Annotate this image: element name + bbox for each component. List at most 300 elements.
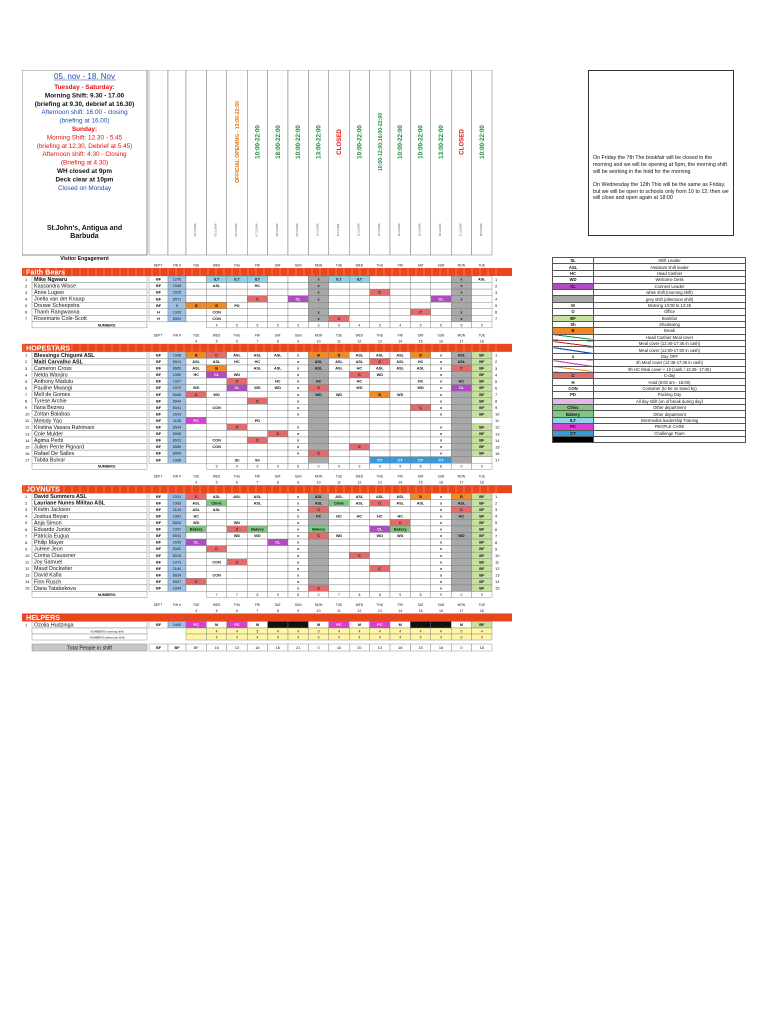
numbers-value: 8 [297,592,300,597]
shift-code: Clinic [211,501,222,506]
member-name: Cole Mulder [34,431,64,438]
shift-cell [451,444,471,451]
shift-cell [206,539,226,546]
member-name: Dana Tatabekova [34,585,76,592]
shift-code: B [378,392,382,397]
dept-value: BF [155,527,162,532]
fin-value: 80/24 [172,573,182,578]
numbers-value: 7 [215,592,218,597]
shift-code: WD [458,534,465,539]
helpers-numbers-value: 4 [440,635,442,640]
shift-cell [370,411,390,418]
shift-cell [308,424,328,431]
numbers-value: 7 [338,592,340,597]
day-number: 8 [276,339,279,344]
shift-code: WD [417,386,424,391]
shift-cell [370,378,390,385]
shift-cell [329,411,349,418]
shift-cell [370,546,390,553]
row-number-right: 9 [495,405,498,411]
shift-cell [206,417,226,424]
notes-box [588,70,734,236]
legend-code: ASL [553,264,594,270]
shift-cell [410,283,430,290]
shift-code: WD [376,534,383,539]
fin-value: 14/60 [172,623,182,628]
shift-code: x [439,540,443,545]
shift-code: ASL [355,353,364,358]
shift-cell [390,565,410,572]
day-number: 12 [357,608,362,613]
shift-code: x [460,284,463,289]
shift-code: x [439,353,443,358]
shift-code: x [439,560,443,565]
shift-code: CT [418,458,424,463]
legend-desc: Meal cover (12:45-17:45 in cash) [594,341,746,347]
day-name: WED [212,333,221,338]
shift-cell [410,372,430,379]
numbers-value: 8 [440,464,442,469]
shift-cell [268,578,288,585]
shift-cell [410,289,430,296]
shift-code: ASL [416,366,425,371]
shift-code: C [460,366,463,371]
shift-cell [206,526,226,533]
shift-cell [268,437,288,444]
shift-cell [370,417,390,424]
day-name: THU [233,333,241,338]
shift-cell [410,621,430,628]
row-number-right: 13 [495,572,500,578]
team-name: Faith Bears [26,267,66,277]
shift-cell [370,276,390,283]
shift-cell [268,565,288,572]
day-number: 6 [236,480,238,485]
numbers-value: 9 [215,464,218,469]
day-name: SUN [294,602,302,607]
shift-cell [451,572,471,579]
shift-cell [410,559,430,566]
shift-cell [349,283,369,290]
shift-code: C [276,432,280,437]
dept-value: BF [155,521,162,525]
legend-desc: 9h HC Meal cover + 1h (cash / 12:45- 17:45) [594,366,746,372]
legend-code: Sh [553,321,594,327]
shift-cell [329,519,349,526]
shift-code: x [297,501,300,506]
day-header-column [149,70,168,255]
day-name: MON [457,263,466,268]
helpers-numbers-value: 4 [215,629,218,634]
shift-code: x [439,527,443,532]
shift-cell [410,450,430,457]
legend-desc: PEOPLE CARE [594,424,746,430]
shift-code: C [317,507,320,512]
legend-code: Clinic [553,404,594,410]
dept-value: BF [155,494,162,499]
shift-cell [186,444,206,451]
shift-code: B [419,494,422,499]
shift-cell [451,372,471,379]
shift-code: ASL [396,353,405,358]
helpers-numbers-value: 4 [338,635,340,640]
member-name: Melody Yao [34,418,62,425]
shift-code: B [419,353,422,358]
helpers-numbers-value: 4 [480,635,483,640]
day-number: 13 [377,608,382,613]
shift-cell [410,552,430,559]
row-number: 12 [25,424,30,430]
shift-cell [206,289,226,296]
shift-cell [308,404,328,411]
shift-code: x [297,399,300,404]
shift-cell [288,315,308,322]
shift-code: PC [193,623,199,628]
shift-code: BF [479,412,485,417]
shift-code: ASL [314,501,323,506]
numbers-label: NUMBERS: [97,464,117,469]
day-name: THU [233,474,241,479]
shift-cell [206,457,226,464]
shift-code: x [439,360,443,364]
legend-code: B [553,328,594,334]
shift-code: C [378,360,382,364]
shift-code: x [439,399,443,404]
legend-desc: Day OFF [594,353,746,359]
shift-code: C [419,405,422,410]
shift-code: ASL [192,360,201,364]
day-date-label: 14.11.2024 [398,223,402,237]
shift-cell [451,417,471,424]
shift-cell [370,296,390,303]
shift-cell [410,302,430,309]
shift-cell [268,309,288,316]
shift-code: x [297,425,300,430]
shift-cell [308,398,328,405]
shift-code: Bakery [189,527,203,532]
row-number: 5 [25,378,28,384]
shift-code: WD [233,534,241,539]
numbers-value: 8 [419,592,422,597]
day-date-label: 11.11.2024 [337,223,340,237]
shift-cell [288,276,308,283]
legend-code: ILT [553,417,594,423]
shift-cell [329,437,349,444]
shift-cell [206,385,226,392]
shift-cell [186,378,206,385]
shift-code: x [297,392,300,397]
shift-cell [268,506,288,513]
legend-code [553,436,594,442]
shift-code: BF [479,360,485,364]
shift-cell [247,404,267,411]
shift-cell [268,417,288,424]
shift-code: ASL [233,353,241,358]
dept-head: DEPT [153,602,163,607]
shift-cell [227,315,247,322]
member-name: Mike Ngwaru [34,276,68,283]
shift-cell [329,546,349,553]
shift-cell [472,296,492,303]
shift-cell [268,457,288,464]
shift-code: ASL [335,360,343,364]
dept-value: H [157,310,160,315]
day-name: TUE [193,602,200,607]
member-name: Zoltan Balabas [34,411,70,418]
shift-code: BF [479,379,485,384]
fin-value: 10/58 [172,458,182,463]
shift-cell [227,585,247,592]
day-date-label: 18.11.2024 [479,223,483,237]
shift-cell [186,565,206,572]
shift-cell [247,450,267,457]
shift-code: x [439,579,443,584]
shift-code: ILT [356,277,363,282]
day-name: TUE [335,263,343,268]
legend-desc: Shift Leader [594,258,746,264]
legend-row [553,436,746,442]
shift-cell [451,424,471,431]
shift-code: PD [234,303,240,308]
day-name: WED [212,263,221,268]
dept-value: BF [155,623,162,628]
row-number-right: 5 [495,303,498,308]
shift-code: ASL [335,366,343,371]
member-name: Anja Simon [34,520,62,527]
dept-value: BF [155,445,162,450]
row-number: 10 [25,411,30,417]
total-value: 18 [479,646,484,650]
fin-value: 80/14 [172,360,182,364]
shift-code: C [358,553,361,558]
shift-code: x [297,553,300,558]
shift-cell [390,309,410,316]
shift-cell [227,296,247,303]
row-number: 5 [25,520,28,526]
dept-value: BF [155,432,162,437]
header-line: WH closed at 9pm [56,168,113,175]
shift-cell [390,296,410,303]
row-number-right: 3 [495,289,498,295]
shift-cell [390,585,410,592]
numbers-value: 9 [480,592,483,597]
shift-code: HC [417,379,424,384]
shift-code: BF [479,392,485,397]
row-number: 6 [25,385,28,391]
shift-cell [186,289,206,296]
shift-cell [268,398,288,405]
shift-cell [186,437,206,444]
day-number: 10 [316,339,321,344]
shift-code: ASL [396,501,405,506]
schedule-sheet [22,70,512,740]
shift-cell [370,578,390,585]
header-line: Afternoon shift: 4.30 - Closing [42,151,127,159]
day-name: SUN [294,263,302,268]
row-number-right: 15 [495,444,500,450]
row-number: 9 [25,405,28,411]
row-number: 15 [25,585,30,591]
dept-value: BF [155,418,162,423]
shift-code: C [256,297,259,302]
shift-code: BF [479,373,485,378]
numbers-value: 7 [236,592,238,597]
helpers-numbers-value: 4 [378,629,381,634]
shift-cell [268,358,288,365]
shift-cell [308,437,328,444]
row-number-right: 6 [495,385,498,391]
row-number: 1 [25,494,28,499]
shift-cell [451,391,471,398]
fin-value: 80/12 [172,438,182,443]
numbers-value: 0 [480,323,483,328]
shift-code: CL [458,386,464,391]
shift-cell [329,565,349,572]
day-number: 9 [297,480,300,485]
legend-code: x [553,353,594,359]
shift-cell [268,289,288,296]
shift-code: x [439,425,443,430]
dept-value: BF [155,507,162,512]
shift-cell [227,391,247,398]
shift-code: CT [397,458,403,463]
shift-cell [370,519,390,526]
day-name: THU [376,474,384,479]
day-hours-label: CLOSED [336,129,343,155]
shift-cell [329,559,349,566]
shift-code: ASL [233,494,241,499]
shift-cell [247,572,267,579]
day-hours-label: 10:00-22:00 [295,125,303,159]
shift-code: x [439,501,443,506]
legend-code: O [553,309,594,315]
shift-cell [349,411,369,418]
shift-cell [410,526,430,533]
shift-cell [451,578,471,585]
fin-value: 21/40 [172,566,182,571]
shift-code: x [439,566,443,571]
shift-cell [288,457,308,464]
day-name: MON [314,602,323,607]
fin-value: 10/73 [172,560,182,565]
shift-code: x [439,547,443,552]
shift-cell [227,500,247,507]
shift-cell [329,309,349,316]
day-number: 13 [377,480,382,485]
shift-cell [390,572,410,579]
shift-code: C [194,579,198,584]
shift-cell [349,309,369,316]
shift-cell [308,519,328,526]
shift-cell [349,315,369,322]
dept-value: BF [155,514,162,519]
row-number-right: 14 [495,437,500,443]
numbers-value: 3 [317,323,320,328]
shift-cell [349,519,369,526]
shift-cell [247,372,267,379]
day-name: MON [314,333,323,338]
dept-value: BF [155,458,162,463]
shift-cell [390,506,410,513]
fin-value: 20/13 [172,412,182,417]
shift-cell [451,450,471,457]
dept-value: BF [155,586,162,591]
shift-cell [410,533,430,540]
day-number: 11 [337,608,341,613]
shift-cell [451,565,471,572]
helpers-numbers-label: NUMBERS morning shift [90,629,124,634]
legend-code: CON [553,385,594,391]
legend-table [552,257,746,443]
shift-cell [268,513,288,520]
team-banner [22,344,512,352]
shift-code: ASL [314,366,323,371]
shift-cell [349,404,369,411]
row-number-right: 13 [495,431,500,437]
shift-cell [410,417,430,424]
day-number: 14 [398,339,403,344]
shift-cell [431,276,451,283]
shift-cell [308,444,328,451]
shift-code: ASL [192,507,201,512]
row-number-right: 6 [495,309,498,315]
shift-cell [288,289,308,296]
shift-cell [329,444,349,451]
shift-code: ILT [213,277,220,282]
shift-cell [206,450,226,457]
shift-cell [451,430,471,437]
dept-value: BF [155,379,162,384]
row-number: 3 [25,507,28,513]
day-number: 7 [256,480,259,485]
member-name: Tabita Bulvar [34,457,66,464]
shift-cell [329,539,349,546]
shift-cell [329,289,349,296]
shift-cell [390,283,410,290]
shift-cell [349,585,369,592]
day-hours-label: 10:00-22:00 [417,125,425,159]
day-number: 10 [316,608,321,613]
legend-desc: Intermediat leadership Training [594,417,746,423]
fin-value: 80/41 [172,405,182,410]
total-value: 21 [296,646,301,650]
shift-code: HC [193,373,199,378]
day-name: FRI [397,333,403,338]
row-number: 10 [25,552,30,558]
day-name: MON [457,333,466,338]
shift-cell [247,289,267,296]
row-number: 13 [25,431,30,437]
shift-code: CT [438,458,444,463]
shift-code: x [439,386,443,391]
team-banner [22,485,512,493]
shift-code: x [297,507,300,512]
shift-cell [410,513,430,520]
shift-cell [472,309,492,316]
helpers-numbers-value: 0 [317,629,320,634]
member-name: Kristin Jackson [34,507,71,514]
row-number: 8 [25,398,28,404]
shift-cell [451,437,471,444]
shift-cell [329,552,349,559]
shift-cell [410,296,430,303]
member-name: David Summers ASL [34,494,87,501]
shift-code: WD [233,521,241,525]
fin-value: 10/27 [172,379,182,384]
shift-cell [288,302,308,309]
shift-code: BF [479,399,485,404]
numbers-value: 8 [378,592,381,597]
